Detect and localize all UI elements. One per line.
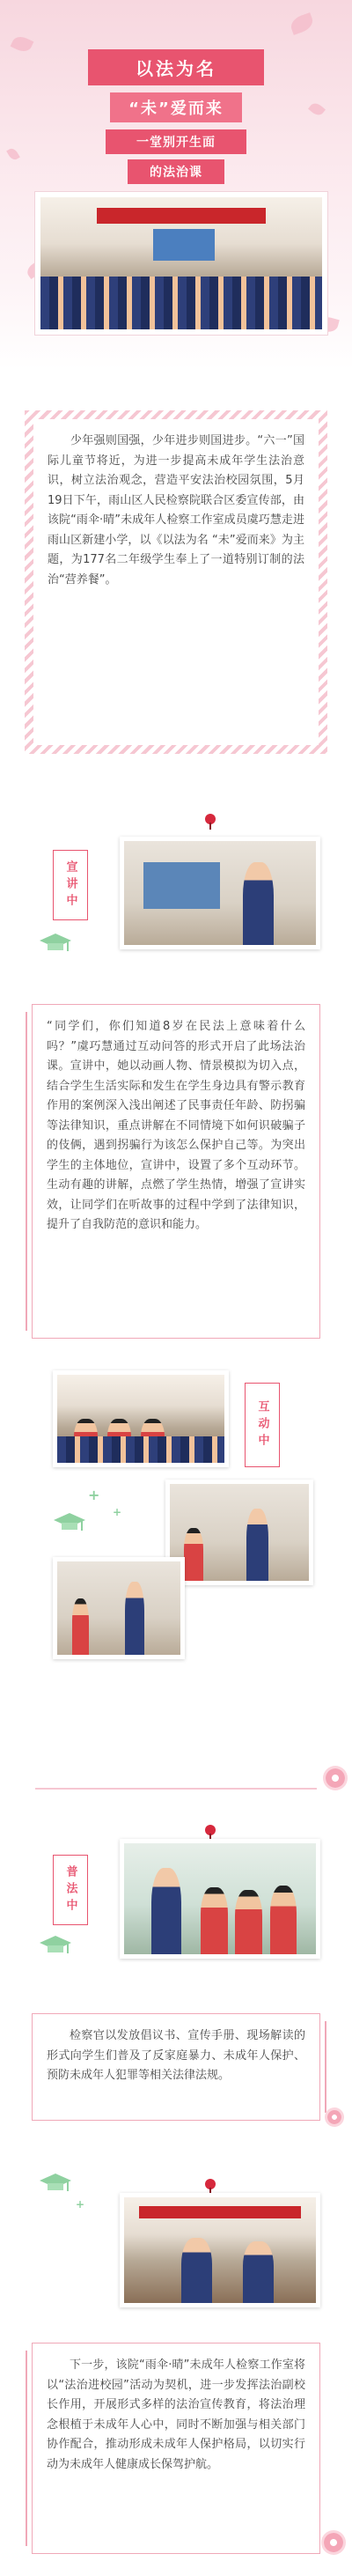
classroom-photo (40, 197, 322, 329)
photo-student (201, 1887, 228, 1954)
intro-box (25, 410, 327, 754)
graduation-cap-icon (39, 932, 72, 955)
interaction-photo-2 (170, 1484, 309, 1581)
photo-prosecutor (125, 1582, 144, 1655)
label-lecturing: 宣讲中 (53, 850, 88, 920)
closing-photo (124, 2197, 316, 2303)
title-block (81, 49, 271, 184)
outreach-photo (124, 1843, 316, 1954)
photo-student (184, 1528, 203, 1582)
graduation-cap-icon (53, 1511, 86, 1534)
photo-student (235, 1890, 262, 1954)
pin-icon (204, 814, 216, 830)
interaction-photo-1-frame (53, 1370, 229, 1467)
photo-students (40, 277, 322, 329)
petal-decoration (289, 12, 316, 35)
outreach-photo-frame (120, 1839, 320, 1959)
closing-paragraph: 下一步，该院“雨伞·晴”未成年人检察工作室将以“法治进校园”活动为契机，进一步发挥法治副校长作用，开展形式多样的法治宣传教育，将法治理念根植于未成年人心中，同时不断加强与相关部门协作配合，推动形成未成年人保护格局，以切实行动为未成年人健康成长保驾护航。 (47, 2358, 305, 2471)
photo-student (72, 1598, 90, 1655)
plus-sparkle-icon: + (88, 1487, 100, 1503)
photo-screen (143, 862, 220, 909)
interaction-photo-2-frame (165, 1480, 313, 1585)
petal-decoration (308, 100, 326, 117)
photo-students (57, 1436, 224, 1463)
closing-text-box (32, 2343, 320, 2554)
label-outreach: 普法中 (53, 1855, 88, 1925)
header-photo (35, 192, 327, 335)
photo-prosecutor (243, 862, 274, 945)
label-interaction: 互动中 (245, 1383, 280, 1467)
photo-prosecutor (181, 2238, 212, 2303)
photo-prosecutor (246, 1509, 268, 1582)
title-line-2: “未”爱而来 (110, 92, 242, 122)
outreach-paragraph: 检察官以发放倡议书、宣传手册、现场解读的形式向学生们普及了反家庭暴力、未成年人保护、预防未成年人犯罪等相关法律法规。 (47, 2029, 305, 2082)
photo-prosecutor (151, 1868, 182, 1954)
interaction-photo-3-frame (53, 1557, 185, 1659)
photo-student (270, 1886, 297, 1954)
title-line-4: 的法治课 (128, 159, 224, 184)
interaction-photo-3 (57, 1561, 180, 1655)
intro-box-inner (33, 419, 319, 745)
lecture-photo-frame (120, 837, 320, 949)
photo-screen (153, 229, 215, 261)
plus-sparkle-icon: + (76, 2198, 85, 2211)
title-line-3: 一堂别开生面 (106, 129, 246, 154)
lecture-photo (124, 841, 316, 945)
closing-photo-frame (120, 2193, 320, 2307)
lecture-text-box (32, 1004, 320, 1339)
flower-icon (324, 2533, 343, 2552)
plus-sparkle-icon: + (113, 1506, 122, 1518)
flower-icon (327, 2110, 341, 2124)
outreach-text-box (32, 2013, 320, 2121)
photo-banner (97, 208, 266, 224)
graduation-cap-icon (39, 1934, 72, 1957)
title-line-1: 以法为名 (88, 49, 264, 85)
photo-banner (139, 2206, 300, 2218)
header-banner (0, 0, 352, 370)
intro-paragraph: 少年强则国强，少年进步则国进步。“六一”国际儿童节将近，为进一步提高未成年学生法治意识，树立法治观念，营造平安法治校园氛围，5月19日下午，雨山区人民检察院联合区委宣传部，由该院“雨伞·晴”未成年人检察工作室成员虞巧慧走进雨山区新建小学，以《以法为名 “未”爱而来》为主题，为177名二年级学生奉上了一道特别订制的法治“营养餐”。 (48, 434, 304, 587)
petal-decoration (6, 146, 20, 161)
lecture-paragraph: “同学们，你们知道8岁在民法上意味着什么吗？”虞巧慧通过互动问答的形式开启了此场法治课。宣讲中，她以动画人物、情景模拟为切入点，结合学生生活实际和发生在学生身边具有警示教育作用的案例深入浅出阐述了民事责任年龄、防拐骗等法律知识，重点讲解在不同情境下如何识破骗子的伎俩，遇到拐骗行为该怎么保护自己等。为突出学生的主体地位，宣讲中，设置了多个互动环节。生动有趣的讲解，点燃了学生热情，增强了宣讲实效，让同学们在听故事的过程中学到了法律知识，提升了自我防范的意识和能力。 (47, 1020, 305, 1231)
interaction-photo-1 (57, 1375, 224, 1463)
petal-decoration (11, 33, 34, 55)
flower-icon (326, 1768, 345, 1788)
graduation-cap-icon (39, 2172, 72, 2195)
photo-prosecutor (243, 2241, 274, 2303)
divider (35, 1788, 317, 1790)
